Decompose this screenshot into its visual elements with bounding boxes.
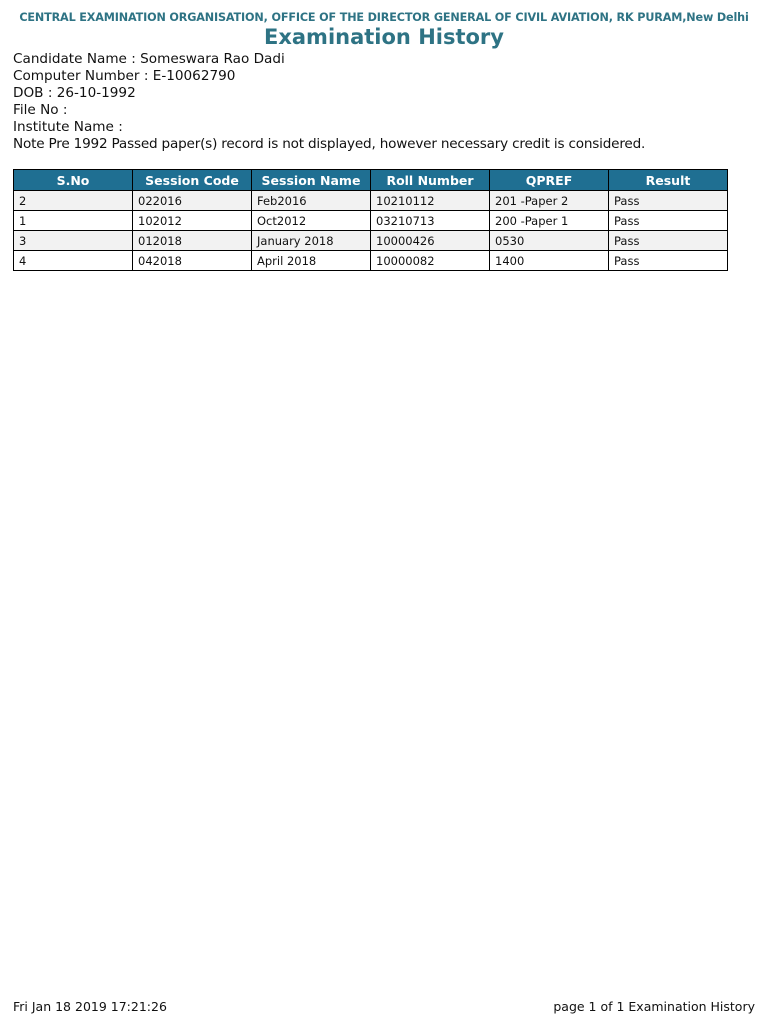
- cell-sno: 2: [14, 191, 133, 211]
- cell-session-code: 042018: [133, 251, 252, 271]
- table-row: [14, 251, 728, 271]
- cell-sno: 4: [14, 251, 133, 271]
- organisation-header: CENTRAL EXAMINATION ORGANISATION, OFFICE OF THE DIRECTOR GENERAL OF CIVIL AVIATION, RK PURAM,New Delhi: [19, 11, 749, 24]
- candidate-name: Candidate Name : Someswara Rao Dadi: [13, 51, 285, 67]
- cell-session-code: 102012: [133, 211, 252, 231]
- cell-sno: 1: [14, 211, 133, 231]
- print-timestamp: Fri Jan 18 2019 17:21:26: [13, 999, 167, 1014]
- column-header-qpref: QPREF: [490, 170, 609, 191]
- table-row: [14, 211, 728, 231]
- cell-roll-number: 03210713: [371, 211, 490, 231]
- cell-session-name: January 2018: [252, 231, 371, 251]
- examination-history-table: [13, 169, 728, 271]
- cell-roll-number: 10000426: [371, 231, 490, 251]
- column-header-session-code: Session Code: [133, 170, 252, 191]
- cell-result: Pass: [609, 191, 728, 211]
- computer-number: Computer Number : E-10062790: [13, 68, 236, 84]
- cell-qpref: 1400: [490, 251, 609, 271]
- cell-session-code: 022016: [133, 191, 252, 211]
- cell-qpref: 201 -Paper 2: [490, 191, 609, 211]
- institute-name: Institute Name :: [13, 119, 123, 135]
- table-header-row: [14, 170, 728, 191]
- cell-roll-number: 10000082: [371, 251, 490, 271]
- table-row: [14, 191, 728, 211]
- cell-result: Pass: [609, 211, 728, 231]
- file-number: File No :: [13, 102, 68, 118]
- page-title: Examination History: [264, 25, 504, 49]
- cell-result: Pass: [609, 251, 728, 271]
- cell-qpref: 0530: [490, 231, 609, 251]
- cell-session-name: Feb2016: [252, 191, 371, 211]
- cell-session-name: Oct2012: [252, 211, 371, 231]
- page-indicator: page 1 of 1 Examination History: [553, 999, 755, 1014]
- date-of-birth: DOB : 26-10-1992: [13, 85, 136, 101]
- cell-session-name: April 2018: [252, 251, 371, 271]
- cell-sno: 3: [14, 231, 133, 251]
- cell-qpref: 200 -Paper 1: [490, 211, 609, 231]
- column-header-sno: S.No: [14, 170, 133, 191]
- cell-roll-number: 10210112: [371, 191, 490, 211]
- column-header-roll-number: Roll Number: [371, 170, 490, 191]
- candidate-info: [13, 51, 758, 153]
- pre-1992-note: Note Pre 1992 Passed paper(s) record is not displayed, however necessary credit is considered.: [13, 136, 646, 152]
- column-header-result: Result: [609, 170, 728, 191]
- cell-session-code: 012018: [133, 231, 252, 251]
- column-header-session-name: Session Name: [252, 170, 371, 191]
- table-row: [14, 231, 728, 251]
- cell-result: Pass: [609, 231, 728, 251]
